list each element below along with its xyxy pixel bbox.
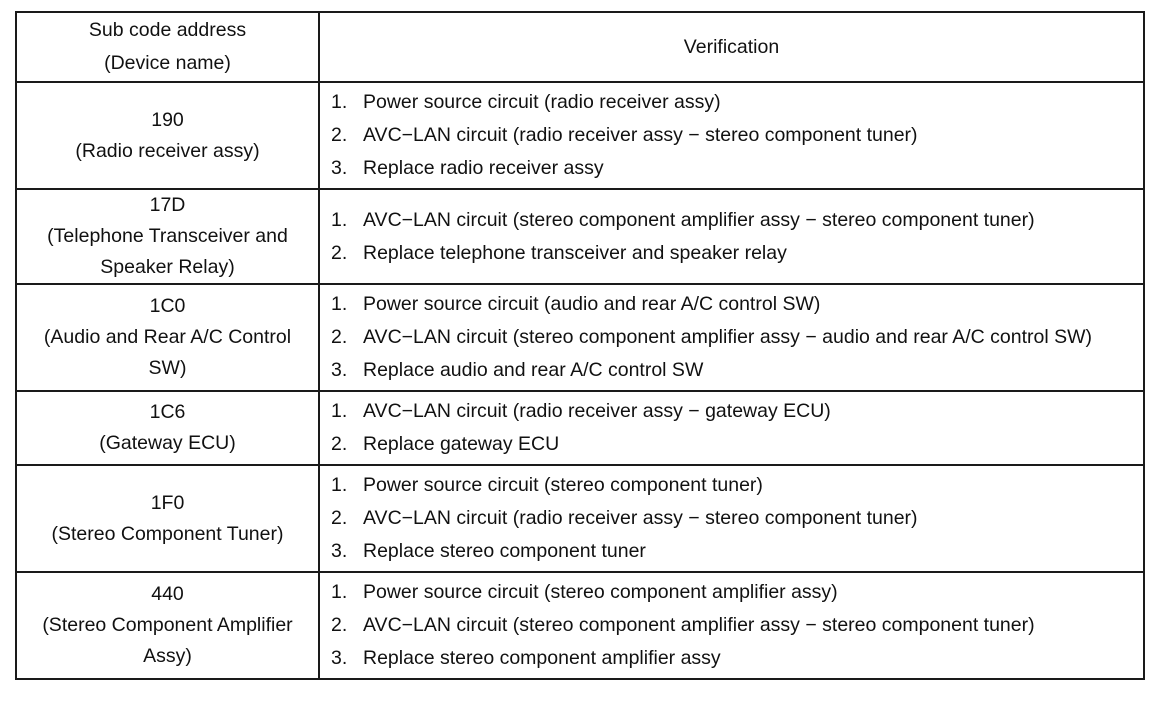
step-text: AVC−LAN circuit (stereo component amplifier assy − stereo component tuner) bbox=[363, 614, 1035, 636]
header-col1-line2: (Device name) bbox=[104, 52, 231, 74]
step-text: AVC−LAN circuit (stereo component amplifier assy − stereo component tuner) bbox=[363, 208, 1035, 231]
step-text: AVC−LAN circuit (stereo component amplifier assy − audio and rear A/C control SW) bbox=[363, 326, 1093, 348]
verification-step bbox=[331, 642, 1143, 675]
device-name: (Gateway ECU) bbox=[99, 432, 236, 454]
step-number: 1. bbox=[331, 581, 348, 603]
verification-step bbox=[331, 321, 1143, 354]
sub-code-address: 1F0 bbox=[150, 491, 185, 514]
table-row bbox=[16, 82, 1144, 189]
verification-cell bbox=[319, 391, 1144, 465]
device-name: (Radio receiver assy) bbox=[75, 139, 260, 162]
step-number: 2. bbox=[331, 241, 348, 264]
device-name: Speaker Relay) bbox=[100, 256, 235, 278]
table-row bbox=[16, 465, 1144, 572]
step-text: Replace telephone transceiver and speaker relay bbox=[363, 241, 787, 264]
verification-steps bbox=[320, 573, 1143, 678]
step-number: 2. bbox=[331, 433, 348, 455]
step-number: 3. bbox=[331, 540, 348, 562]
device-name: (Telephone Transceiver and bbox=[47, 225, 288, 247]
verification-step bbox=[331, 237, 1143, 270]
step-number: 1. bbox=[331, 208, 348, 231]
step-text: AVC−LAN circuit (radio receiver assy − stereo component tuner) bbox=[363, 124, 918, 146]
sub-code-cell bbox=[16, 391, 319, 465]
sub-code-cell bbox=[16, 572, 319, 679]
verification-step bbox=[331, 152, 1143, 185]
verification-cell bbox=[319, 284, 1144, 391]
verification-cell bbox=[319, 82, 1144, 189]
device-name: (Stereo Component Tuner) bbox=[51, 522, 284, 545]
table-row bbox=[16, 284, 1144, 391]
verification-steps bbox=[320, 285, 1143, 390]
step-text: Replace gateway ECU bbox=[363, 433, 560, 455]
header-verification: Verification bbox=[319, 12, 1144, 82]
step-text: AVC−LAN circuit (radio receiver assy − gateway ECU) bbox=[363, 400, 831, 422]
verification-steps bbox=[320, 83, 1143, 188]
verification-steps bbox=[320, 201, 1143, 273]
step-text: Replace radio receiver assy bbox=[363, 157, 604, 179]
verification-step bbox=[331, 119, 1143, 152]
sub-code-address: 190 bbox=[151, 108, 184, 131]
step-number: 2. bbox=[331, 124, 348, 146]
verification-step bbox=[331, 535, 1143, 568]
sub-code-cell bbox=[16, 465, 319, 572]
step-number: 1. bbox=[331, 400, 348, 422]
step-text: AVC−LAN circuit (radio receiver assy − stereo component tuner) bbox=[363, 507, 918, 529]
verification-step bbox=[331, 469, 1143, 502]
step-number: 3. bbox=[331, 647, 348, 669]
verification-cell bbox=[319, 572, 1144, 679]
step-number: 1. bbox=[331, 474, 348, 496]
step-number: 2. bbox=[331, 326, 348, 348]
sub-code-cell bbox=[16, 284, 319, 391]
table-row bbox=[16, 189, 1144, 284]
step-text: Power source circuit (radio receiver assy) bbox=[363, 91, 721, 113]
table-row bbox=[16, 391, 1144, 465]
step-text: Power source circuit (stereo component tuner) bbox=[363, 474, 763, 496]
device-name: (Stereo Component Amplifier bbox=[42, 614, 293, 636]
header-col1-line1: Sub code address bbox=[88, 19, 247, 41]
verification-step bbox=[331, 502, 1143, 535]
device-name: SW) bbox=[148, 357, 187, 379]
verification-step bbox=[331, 204, 1143, 237]
sub-code-cell bbox=[16, 189, 319, 284]
verification-step bbox=[331, 609, 1143, 642]
step-number: 2. bbox=[331, 614, 348, 636]
sub-code-cell bbox=[16, 82, 319, 189]
step-number: 1. bbox=[331, 91, 348, 113]
table-row bbox=[16, 572, 1144, 679]
step-text: Power source circuit (stereo component amplifier assy) bbox=[363, 581, 838, 603]
verification-cell bbox=[319, 189, 1144, 284]
verification-steps bbox=[320, 466, 1143, 571]
device-name: Assy) bbox=[143, 645, 192, 667]
table-body bbox=[16, 82, 1144, 679]
sub-code-address: 1C6 bbox=[149, 401, 186, 423]
header-row bbox=[16, 12, 1144, 82]
step-text: Replace stereo component amplifier assy bbox=[363, 647, 721, 669]
verification-steps bbox=[320, 392, 1143, 464]
verification-step bbox=[331, 395, 1143, 428]
verification-step bbox=[331, 354, 1143, 387]
verification-cell bbox=[319, 465, 1144, 572]
verification-step bbox=[331, 576, 1143, 609]
step-number: 3. bbox=[331, 157, 348, 179]
device-name: (Audio and Rear A/C Control bbox=[43, 326, 292, 348]
sub-code-address: 17D bbox=[149, 194, 186, 216]
verification-step bbox=[331, 288, 1143, 321]
step-text: Replace audio and rear A/C control SW bbox=[363, 359, 704, 381]
verification-step bbox=[331, 86, 1143, 119]
sub-code-address: 440 bbox=[151, 583, 184, 605]
step-number: 1. bbox=[331, 293, 348, 315]
header-sub-code-address bbox=[16, 12, 319, 82]
step-text: Power source circuit (audio and rear A/C control SW) bbox=[363, 293, 821, 315]
sub-code-address: 1C0 bbox=[149, 295, 186, 317]
verification-table bbox=[15, 11, 1145, 680]
step-text: Replace stereo component tuner bbox=[363, 540, 646, 562]
step-number: 3. bbox=[331, 359, 348, 381]
verification-step bbox=[331, 428, 1143, 461]
step-number: 2. bbox=[331, 507, 348, 529]
